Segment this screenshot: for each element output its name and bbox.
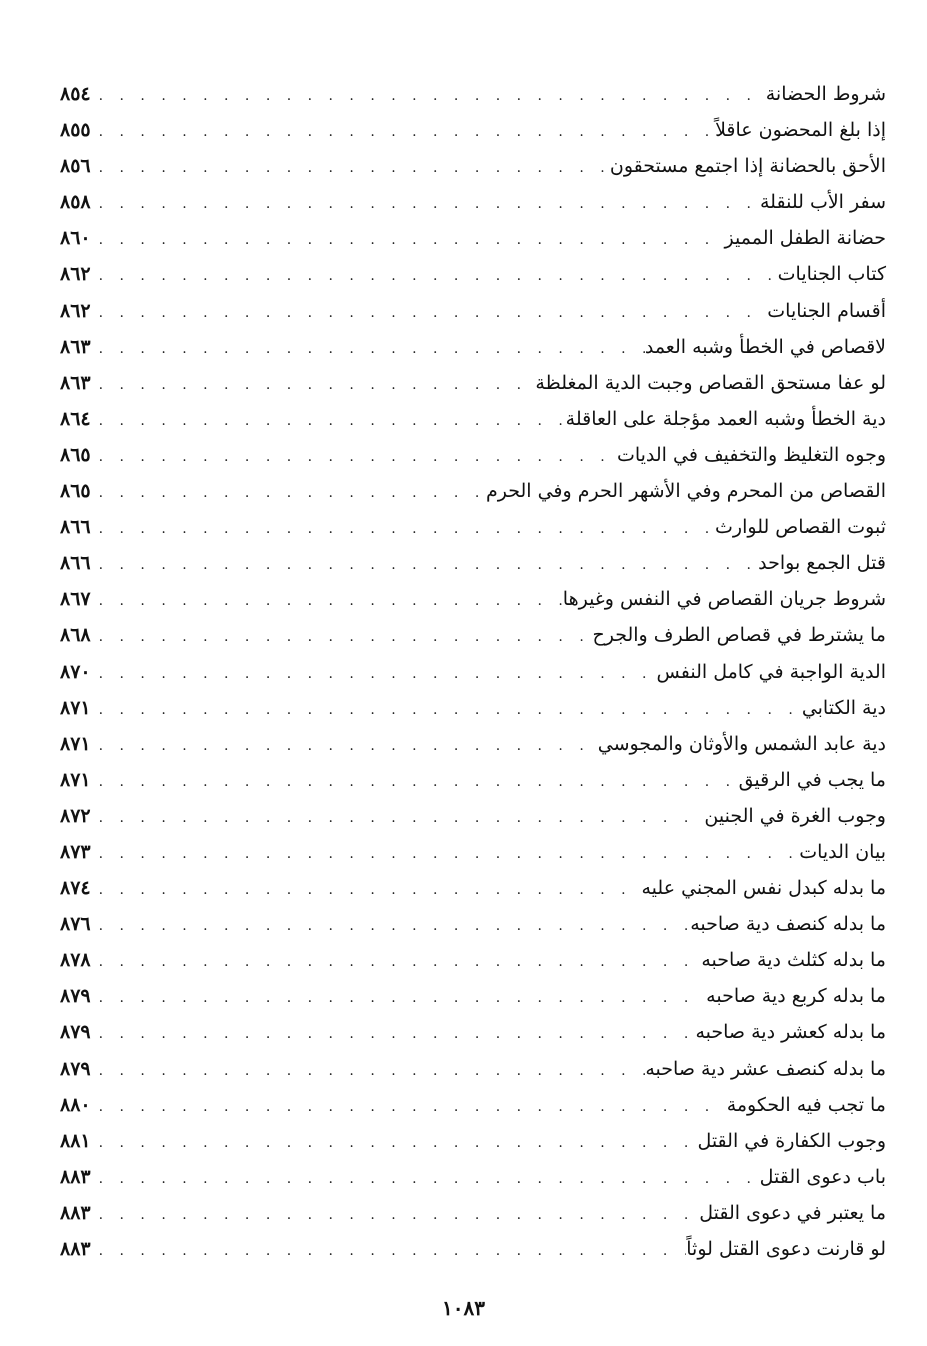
toc-entry[interactable]	[60, 1195, 886, 1231]
entry-title: لاقصاص في الخطأ وشبه العمد	[644, 335, 886, 358]
toc-entry[interactable]	[60, 220, 886, 256]
toc-entry[interactable]	[60, 329, 886, 365]
entry-title: ما بدله كثلث دية صاحبه	[701, 949, 886, 972]
toc-entry[interactable]	[60, 184, 886, 220]
toc-entry[interactable]	[60, 762, 886, 798]
entry-page-number: ٨٦٢	[60, 263, 91, 286]
entry-page-number: ٨٦٦	[60, 516, 91, 539]
toc-entry[interactable]	[60, 112, 886, 148]
dot-leader	[91, 222, 725, 258]
dot-leader	[91, 656, 657, 692]
toc-entry[interactable]	[60, 834, 886, 870]
toc-entry[interactable]	[60, 148, 886, 184]
toc-entry[interactable]	[60, 906, 886, 942]
toc-entry[interactable]	[60, 545, 886, 581]
entry-page-number: ٨٥٤	[60, 83, 91, 105]
entry-page-number: ٨٧٩	[60, 1021, 91, 1044]
entry-page-number: ٨٨٣	[60, 1238, 91, 1260]
dot-leader	[91, 1197, 700, 1233]
entry-page-number: ٨٨٣	[60, 1165, 91, 1188]
entry-page-number: ٨٧٨	[60, 949, 91, 972]
toc-entry[interactable]	[60, 617, 886, 653]
dot-leader	[91, 295, 768, 331]
entry-title: دية عابد الشمس والأوثان والمجوسي	[597, 732, 886, 755]
dot-leader	[91, 1125, 698, 1161]
dot-leader	[91, 1053, 646, 1089]
entry-title: الأحق بالحضانة إذا اجتمع مستحقون	[609, 155, 886, 178]
dot-leader	[91, 980, 707, 1016]
dot-leader	[91, 547, 759, 583]
toc-entry[interactable]	[60, 509, 886, 545]
dot-leader	[91, 944, 702, 980]
dot-leader	[91, 619, 593, 655]
toc-entry[interactable]	[60, 473, 886, 509]
dot-leader	[91, 836, 800, 872]
dot-leader	[91, 367, 536, 403]
dot-leader	[91, 872, 642, 908]
entry-title: شروط الحضانة	[765, 83, 886, 105]
toc-entry[interactable]	[60, 942, 886, 978]
table-of-contents	[60, 76, 886, 1267]
dot-leader	[91, 1089, 727, 1125]
entry-title: القصاص من المحرم وفي الأشهر الحرم وفي الحرم	[485, 480, 886, 503]
entry-title: كتاب الجنايات	[777, 263, 886, 286]
toc-entry[interactable]	[60, 1123, 886, 1159]
entry-title: الدية الواجبة في كامل النفس	[656, 660, 886, 683]
entry-page-number: ٨٦٥	[60, 443, 91, 466]
entry-title: ما يجب في الرقيق	[738, 768, 886, 791]
toc-entry[interactable]	[60, 581, 886, 617]
entry-page-number: ٨٦٢	[60, 299, 91, 322]
dot-leader	[91, 439, 617, 475]
toc-entry[interactable]	[60, 76, 886, 112]
toc-entry[interactable]	[60, 690, 886, 726]
toc-entry[interactable]	[60, 654, 886, 690]
entry-page-number: ٨٧١	[60, 696, 91, 719]
entry-page-number: ٨٧٢	[60, 804, 91, 827]
entry-title: ما بدله كنصف عشر دية صاحبه	[645, 1057, 886, 1080]
entry-title: دية الكتابي	[801, 696, 886, 719]
entry-page-number: ٨٧٤	[60, 877, 91, 900]
entry-title: ما تجب فيه الحكومة	[726, 1093, 886, 1116]
dot-leader	[91, 511, 715, 547]
dot-leader	[91, 692, 802, 728]
entry-title: ما بدله كعشر دية صاحبه	[695, 1021, 886, 1044]
dot-leader	[91, 1161, 760, 1197]
dot-leader	[91, 114, 715, 150]
entry-page-number: ٨٦٨	[60, 624, 91, 647]
toc-entry[interactable]	[60, 1014, 886, 1050]
dot-leader	[91, 800, 705, 836]
entry-title: ما يعتبر في دعوى القتل	[699, 1201, 886, 1224]
entry-page-number: ٨٧١	[60, 732, 91, 755]
toc-entry[interactable]	[60, 726, 886, 762]
entry-title: ثبوت القصاص للوارث	[715, 516, 886, 539]
toc-entry[interactable]	[60, 870, 886, 906]
entry-title: شروط جريان القصاص في النفس وغيرها	[562, 588, 886, 611]
dot-leader	[91, 1016, 696, 1052]
entry-page-number: ٨٧٩	[60, 1057, 91, 1080]
toc-entry[interactable]	[60, 437, 886, 473]
toc-entry[interactable]	[60, 401, 886, 437]
entry-page-number: ٨٧٠	[60, 660, 91, 683]
entry-title: دية الخطأ وشبه العمد مؤجلة على العاقلة	[565, 407, 886, 430]
toc-entry[interactable]	[60, 1087, 886, 1123]
entry-title: قتل الجمع بواحد	[758, 552, 886, 575]
dot-leader	[91, 728, 598, 764]
entry-page-number: ٨٥٦	[60, 155, 91, 178]
toc-entry[interactable]	[60, 1159, 886, 1195]
dot-leader	[91, 475, 486, 511]
entry-page-number: ٨٦٧	[60, 588, 91, 611]
entry-page-number: ٨٦٠	[60, 227, 91, 250]
entry-page-number: ٨٨٠	[60, 1093, 91, 1116]
entry-title: سفر الأب للنقلة	[760, 191, 886, 214]
dot-leader	[91, 331, 645, 367]
entry-page-number: ٨٨٣	[60, 1201, 91, 1224]
entry-title: وجوه التغليظ والتخفيف في الديات	[616, 443, 886, 466]
entry-title: لو عفا مستحق القصاص وجبت الدية المغلظة	[535, 371, 886, 394]
entry-title: ما بدله كبدل نفس المجني عليه	[641, 877, 886, 900]
entry-page-number: ٨٦٣	[60, 335, 91, 358]
dot-leader	[91, 583, 563, 619]
toc-entry[interactable]	[60, 1051, 886, 1087]
entry-page-number: ٨٦٥	[60, 480, 91, 503]
entry-page-number: ٨٥٥	[60, 119, 91, 142]
entry-title: ما بدله كنصف دية صاحبه	[690, 913, 886, 936]
dot-leader	[91, 186, 760, 222]
entry-page-number: ٨٦٣	[60, 371, 91, 394]
entry-title: وجوب الغرة في الجنين	[704, 804, 886, 827]
dot-leader	[91, 150, 610, 186]
entry-title: إذا بلغ المحضون عاقلاً	[715, 119, 886, 142]
toc-entry[interactable]	[60, 978, 886, 1014]
toc-entry[interactable]	[60, 256, 886, 292]
toc-entry[interactable]	[60, 293, 886, 329]
entry-page-number: ٨٨١	[60, 1129, 91, 1152]
entry-page-number: ٨٧١	[60, 768, 91, 791]
entry-title: لو قارنت دعوى القتل لوثاً	[686, 1238, 886, 1260]
entry-title: بيان الديات	[799, 840, 886, 863]
page-folio-number: ١٠٨٣	[442, 1296, 485, 1320]
toc-entry[interactable]	[60, 798, 886, 834]
entry-title: حضانة الطفل المميز	[724, 227, 886, 250]
toc-entry[interactable]	[60, 1231, 886, 1267]
entry-title: ما بدله كربع دية صاحبه	[706, 985, 886, 1008]
entry-title: ما يشترط في قصاص الطرف والجرح	[592, 624, 886, 647]
entry-page-number: ٨٦٤	[60, 407, 91, 430]
dot-leader	[91, 78, 766, 114]
dot-leader	[91, 908, 691, 944]
entry-page-number: ٨٦٦	[60, 552, 91, 575]
entry-title: وجوب الكفارة في القتل	[697, 1129, 886, 1152]
entry-title: باب دعوى القتل	[759, 1165, 886, 1188]
dot-leader	[91, 764, 739, 800]
entry-page-number: ٨٧٦	[60, 913, 91, 936]
dot-leader	[91, 1233, 687, 1269]
entry-title: أقسام الجنايات	[767, 299, 886, 322]
entry-page-number: ٨٧٩	[60, 985, 91, 1008]
dot-leader	[91, 403, 566, 439]
toc-entry[interactable]	[60, 365, 886, 401]
entry-page-number: ٨٧٣	[60, 840, 91, 863]
entry-page-number: ٨٥٨	[60, 191, 91, 214]
dot-leader	[91, 258, 778, 294]
